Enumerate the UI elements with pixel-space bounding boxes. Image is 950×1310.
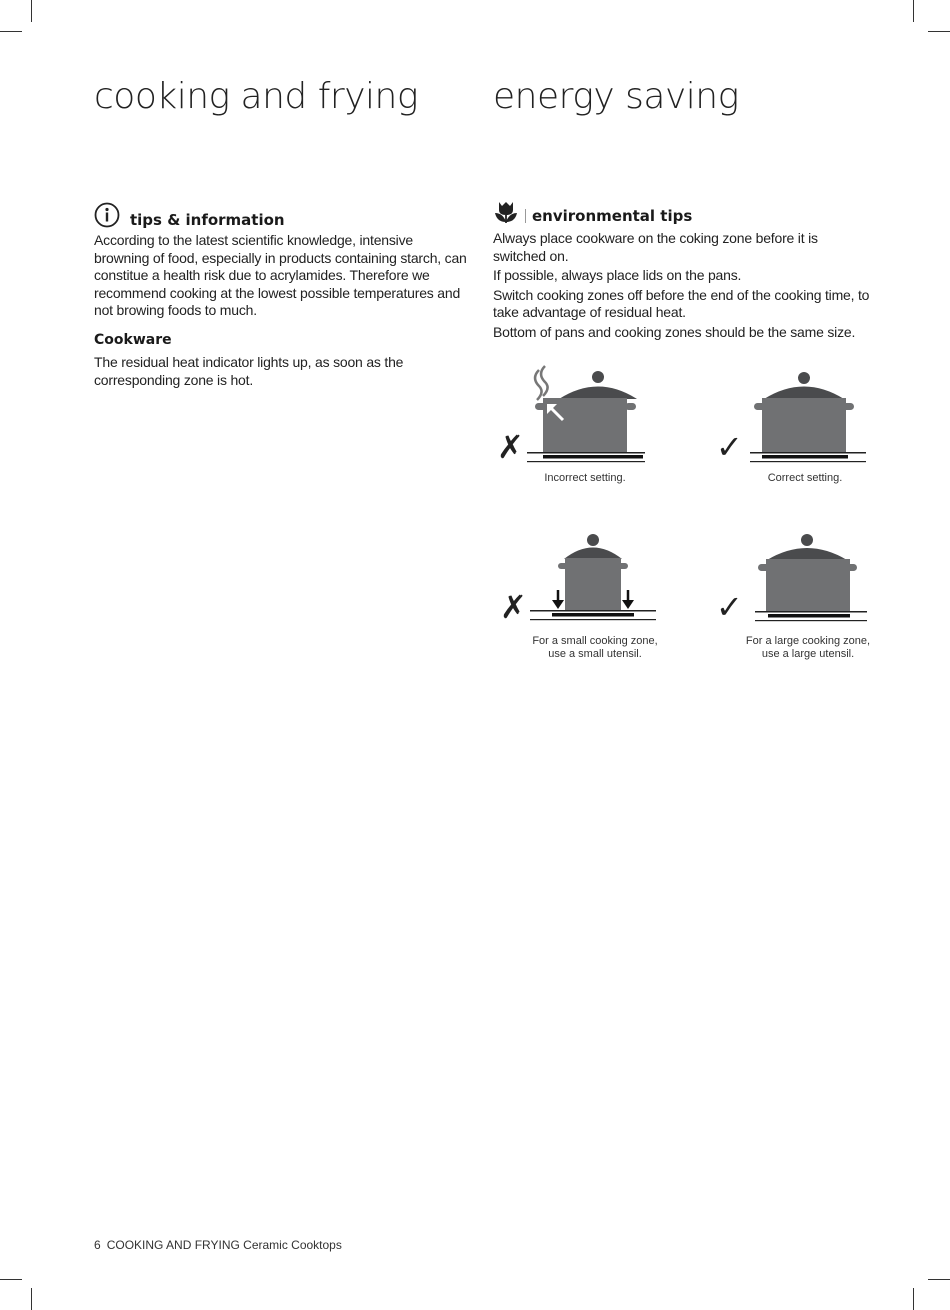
env-item: Switch cooking zones off before the end of the cooking time, to take advantage of residual heat. — [493, 286, 870, 320]
correct-mark: ✓ — [716, 428, 743, 466]
tips-heading-row — [94, 201, 285, 229]
caption-incorrect: Incorrect setting. — [544, 472, 626, 484]
tips-paragraph: According to the latest scientific knowledge, intensive browning of food, especially in products containing starch, can constitue a health risk due to acrylamides. Therefore we recommend cooking at the lowest possible temperatures and not browing foods to much. — [94, 232, 467, 318]
tulip-icon — [493, 199, 519, 225]
env-item: If possible, always place lids on the pans. — [493, 267, 742, 283]
cookware-heading: Cookware — [94, 332, 172, 348]
tips-text — [94, 232, 470, 322]
illustration-large-zone — [755, 528, 870, 628]
page-title-energy: energy saving — [493, 76, 739, 117]
crop-mark — [913, 0, 914, 22]
crop-mark — [913, 1288, 914, 1310]
crop-mark — [31, 0, 32, 22]
correct-mark: ✓ — [716, 588, 743, 626]
caption-large-zone — [733, 635, 883, 661]
cookware-paragraph: The residual heat indicator lights up, as soon as the corresponding zone is hot. — [94, 354, 404, 388]
env-list — [493, 230, 873, 343]
caption-small-zone — [520, 635, 670, 661]
crop-mark — [928, 1279, 950, 1280]
caption-line: use a large utensil. — [761, 648, 855, 660]
page-title-cooking: cooking and frying — [94, 76, 418, 117]
incorrect-mark: ✗ — [500, 588, 527, 626]
caption-line: For a large cooking zone, — [745, 635, 871, 647]
env-heading: environmental tips — [532, 207, 693, 225]
caption-line: For a small cooking zone, — [532, 635, 658, 647]
env-item: Bottom of pans and cooking zones should be the same size. — [493, 323, 856, 340]
page-footer — [94, 1238, 348, 1252]
crop-mark — [928, 31, 950, 32]
tips-heading: tips & information — [130, 211, 285, 229]
caption-correct: Correct setting. — [767, 472, 843, 484]
illustration-correct-setting — [750, 366, 870, 466]
heading-divider — [525, 209, 526, 223]
cookware-text — [94, 354, 474, 391]
env-heading-row — [493, 199, 692, 225]
footer-text: COOKING AND FRYING Ceramic Cooktops — [106, 1238, 342, 1252]
crop-mark — [0, 1279, 22, 1280]
caption-line: use a small utensil. — [548, 648, 642, 660]
crop-mark — [0, 31, 22, 32]
illustration-small-zone — [528, 528, 658, 628]
illustration-incorrect-setting — [525, 362, 650, 467]
page-number: 6 — [94, 1238, 101, 1252]
incorrect-mark: ✗ — [497, 428, 524, 466]
env-item: Always place cookware on the coking zone before it is switched on. — [493, 230, 818, 264]
info-icon — [94, 202, 120, 228]
crop-mark — [31, 1288, 32, 1310]
